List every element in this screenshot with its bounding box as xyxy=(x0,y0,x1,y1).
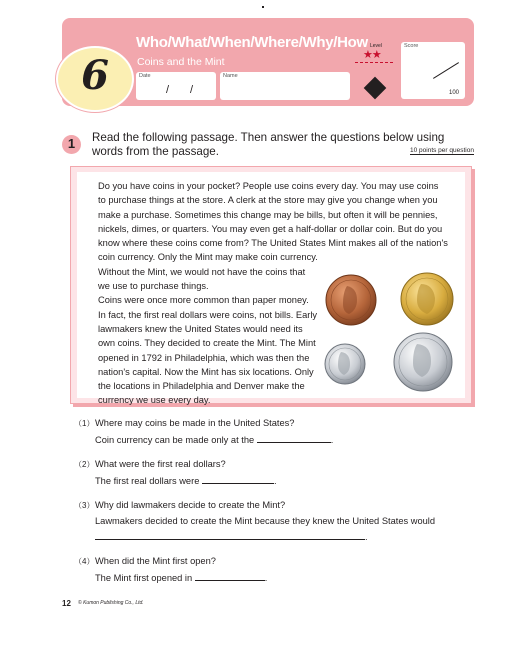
answer-line xyxy=(95,516,435,526)
page-title: Who/What/When/Where/Why/How xyxy=(136,34,368,51)
score-label: Score xyxy=(404,43,419,49)
points-note: 10 points per question xyxy=(410,147,474,154)
level-stars-icon: ★★ xyxy=(363,49,381,61)
answer-line xyxy=(95,572,267,583)
dime-coin-image xyxy=(325,344,365,384)
passage-line: In fact, the first real dollars were coins, not bills. Early xyxy=(98,309,318,320)
answer-end: . xyxy=(365,532,368,542)
answer-end: . xyxy=(330,435,334,445)
answer-end: . xyxy=(264,573,268,583)
exercise-number: 1 xyxy=(67,136,76,151)
answer-prompt: The first real dollars were xyxy=(95,476,202,486)
passage-line: know where these coins come from? The United States Mint makes all of the nation's xyxy=(98,238,448,249)
passage-line: currency we use every day. xyxy=(98,395,211,406)
passage-line: lawmakers knew the United States would need its xyxy=(98,323,303,334)
answer-prompt: The Mint first opened in xyxy=(95,573,195,583)
coins-illustration xyxy=(317,270,463,396)
name-label: Name xyxy=(223,73,238,79)
quarter-coin-image xyxy=(394,333,452,391)
score-max: 100 xyxy=(448,90,459,96)
answer-line xyxy=(95,434,333,445)
passage-panel xyxy=(77,172,465,406)
question-text: Where may coins be made in the United States? xyxy=(95,418,295,428)
question-text: Why did lawmakers decide to create the Mint? xyxy=(95,500,286,510)
score-slash xyxy=(433,62,459,79)
copyright: © Kumon Publishing Co., Ltd. xyxy=(78,600,144,606)
answer-blank[interactable] xyxy=(202,475,274,484)
passage-line: opened in 1792 in Philadelphia, which was then the xyxy=(98,352,310,363)
date-label: Date xyxy=(139,73,151,79)
answer-prompt: Coin currency can be made only at the xyxy=(95,435,257,445)
passage-box xyxy=(70,166,472,404)
passage-line: the locations in Philadelphia and Denver make the xyxy=(98,381,305,392)
passage-line: Coins were once more common than paper money. xyxy=(98,295,309,306)
exercise-number-badge xyxy=(62,135,81,154)
answer-line-continued xyxy=(95,531,368,542)
passage-line: Do you have coins in your pocket? People use coins every day. You may use coins xyxy=(98,181,439,191)
answer-blank[interactable] xyxy=(257,434,331,443)
question-index: （2） xyxy=(74,460,95,469)
passage-line: own coins. They decided to create the Mint. The Mint xyxy=(98,338,316,349)
answer-blank[interactable] xyxy=(195,572,265,581)
passage-line: Without the Mint, we would not have the coins that xyxy=(98,266,306,277)
date-separator: / xyxy=(190,84,194,96)
score-field[interactable] xyxy=(401,42,465,99)
question-text: What were the first real dollars? xyxy=(95,459,226,469)
date-field[interactable] xyxy=(136,72,216,100)
page-mark xyxy=(262,6,264,8)
answer-line xyxy=(95,475,277,486)
level-divider xyxy=(355,62,393,63)
passage-line: to purchase things at the store. A clerk at the store may give you change when you xyxy=(98,195,438,206)
passage-line: coin currency. Only the Mint may make coin currency. xyxy=(98,252,318,263)
question-text: When did the Mint first open? xyxy=(95,556,216,566)
page-number: 12 xyxy=(62,599,71,608)
answer-blank[interactable] xyxy=(95,531,365,540)
question-index: （3） xyxy=(74,501,95,510)
passage-line: nation's capital. Now the Mint has six locations. Only xyxy=(98,366,314,377)
date-separator: / xyxy=(166,84,170,96)
page-subtitle: Coins and the Mint xyxy=(137,56,225,68)
name-field[interactable] xyxy=(220,72,350,100)
answer-prompt: Lawmakers decided to create the Mint because they knew the United States would xyxy=(95,516,436,526)
level-label: Level xyxy=(370,43,382,49)
exercise-instructions: Read the following passage. Then answer the questions below using words from the passage. xyxy=(92,131,445,158)
passage-line: nickels, dimes, or quarters. You may even get a half-dollar or dollar coin. But do you xyxy=(98,223,443,234)
unit-badge xyxy=(56,46,134,112)
passage-line: make a purchase. Sometimes this change may be bills, but often it will be pennies, xyxy=(98,209,438,220)
question-index: （4） xyxy=(74,557,95,566)
question-index: （1） xyxy=(74,419,95,428)
penny-coin-image xyxy=(326,275,376,325)
dollar-coin-image xyxy=(401,273,453,325)
answer-end: . xyxy=(273,476,277,486)
unit-number: 6 xyxy=(81,52,109,99)
passage-line: we use to purchase things. xyxy=(98,281,209,292)
